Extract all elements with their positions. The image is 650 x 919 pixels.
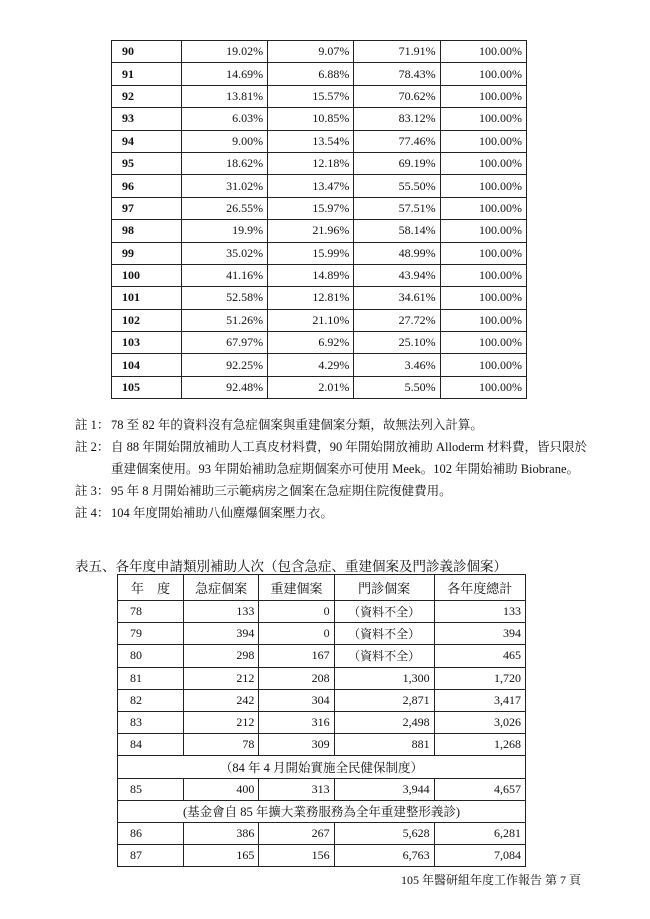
percent-cell: 15.97% [268, 197, 354, 219]
value-cell: 316 [259, 711, 334, 733]
percent-cell: 100.00% [440, 197, 526, 219]
year-cell: 92 [112, 85, 182, 107]
value-cell: 2,871 [334, 689, 434, 711]
notes-section [75, 414, 595, 524]
percent-cell: 67.97% [181, 332, 267, 354]
value-cell: 7,084 [434, 845, 525, 867]
note-row [118, 756, 526, 778]
year-cell: 79 [118, 623, 184, 645]
value-cell: 1,720 [434, 667, 525, 689]
value-cell: 4,657 [434, 778, 525, 800]
table-row [118, 601, 526, 623]
percent-cell: 92.48% [181, 376, 267, 398]
percent-cell: 100.00% [440, 242, 526, 264]
year-cell: 86 [118, 822, 184, 844]
value-cell: 400 [184, 778, 259, 800]
year-cell: 84 [118, 734, 184, 756]
percent-cell: 41.16% [181, 264, 267, 286]
value-cell: 304 [259, 689, 334, 711]
percent-cell: 100.00% [440, 85, 526, 107]
table-row [118, 734, 526, 756]
table-row [112, 376, 527, 398]
table-row [118, 822, 526, 844]
percent-cell: 15.99% [268, 242, 354, 264]
year-cell: 98 [112, 220, 182, 242]
percent-cell: 27.72% [354, 309, 440, 331]
percent-cell: 55.50% [354, 175, 440, 197]
percent-cell: 6.92% [268, 332, 354, 354]
percent-cell: 10.85% [268, 108, 354, 130]
percent-cell: 100.00% [440, 376, 526, 398]
year-cell: 93 [112, 108, 182, 130]
percent-cell: 25.10% [354, 332, 440, 354]
year-cell: 95 [112, 152, 182, 174]
table-row [112, 175, 527, 197]
percent-cell: 5.50% [354, 376, 440, 398]
value-cell: 208 [259, 667, 334, 689]
header-acute: 急症個案 [184, 575, 259, 601]
year-cell: 81 [118, 667, 184, 689]
percent-cell: 100.00% [440, 220, 526, 242]
value-cell: （資料不全） [334, 623, 434, 645]
percent-cell: 100.00% [440, 354, 526, 376]
percent-cell: 9.07% [268, 41, 354, 63]
header-total: 各年度總計 [434, 575, 525, 601]
value-cell: 386 [184, 822, 259, 844]
table-row [112, 130, 527, 152]
value-cell: 394 [184, 623, 259, 645]
year-cell: 90 [112, 41, 182, 63]
value-cell: 0 [259, 601, 334, 623]
percent-cell: 43.94% [354, 264, 440, 286]
percent-cell: 9.00% [181, 130, 267, 152]
percent-cell: 69.19% [354, 152, 440, 174]
percent-cell: 2.01% [268, 376, 354, 398]
table-row [118, 645, 526, 667]
year-cell: 94 [112, 130, 182, 152]
table-row [118, 778, 526, 800]
table-header-row [118, 575, 526, 601]
percent-cell: 100.00% [440, 108, 526, 130]
percent-cell: 13.47% [268, 175, 354, 197]
value-cell: （資料不全） [334, 645, 434, 667]
year-cell: 99 [112, 242, 182, 264]
year-cell: 96 [112, 175, 182, 197]
percent-cell: 78.43% [354, 63, 440, 85]
year-cell: 103 [112, 332, 182, 354]
year-cell: 80 [118, 645, 184, 667]
year-cell: 87 [118, 845, 184, 867]
header-reconstruction: 重建個案 [259, 575, 334, 601]
table-row [118, 689, 526, 711]
value-cell: 78 [184, 734, 259, 756]
value-cell: 2,498 [334, 711, 434, 733]
percent-cell: 34.61% [354, 287, 440, 309]
value-cell: 1,268 [434, 734, 525, 756]
table-row [112, 309, 527, 331]
value-cell: 167 [259, 645, 334, 667]
percent-cell: 100.00% [440, 152, 526, 174]
percent-cell: 15.57% [268, 85, 354, 107]
spanning-note: （84 年 4 月開始實施全民健保制度） [118, 756, 526, 778]
note-1 [75, 414, 595, 436]
percent-cell: 6.88% [268, 63, 354, 85]
note-3 [75, 480, 595, 502]
percent-cell: 100.00% [440, 264, 526, 286]
value-cell: 465 [434, 645, 525, 667]
value-cell: 1,300 [334, 667, 434, 689]
value-cell: 242 [184, 689, 259, 711]
table-row [112, 197, 527, 219]
page-footer: 105 年醫研組年度工作報告 第 7 頁 [401, 873, 582, 887]
table-row [112, 220, 527, 242]
percent-cell: 6.03% [181, 108, 267, 130]
table-row [112, 41, 527, 63]
value-cell: 133 [434, 601, 525, 623]
value-cell: 298 [184, 645, 259, 667]
value-cell: 3,944 [334, 778, 434, 800]
note-label: 註 3： [75, 484, 110, 498]
percent-cell: 13.81% [181, 85, 267, 107]
value-cell: （資料不全） [334, 601, 434, 623]
percent-cell: 21.96% [268, 220, 354, 242]
percent-cell: 18.62% [181, 152, 267, 174]
percent-cell: 12.18% [268, 152, 354, 174]
value-cell: 313 [259, 778, 334, 800]
table-row [112, 85, 527, 107]
percent-cell: 21.10% [268, 309, 354, 331]
note-text: 78 至 82 年的資料沒有急症個案與重建個案分類，故無法列入計算。 [111, 418, 483, 432]
percent-cell: 77.46% [354, 130, 440, 152]
table-row [112, 287, 527, 309]
value-cell: 133 [184, 601, 259, 623]
header-outpatient: 門診個案 [334, 575, 434, 601]
year-cell: 85 [118, 778, 184, 800]
note-label: 註 2： [75, 440, 110, 454]
percent-cell: 4.29% [268, 354, 354, 376]
percent-cell: 13.54% [268, 130, 354, 152]
percent-cell: 3.46% [354, 354, 440, 376]
table-row [112, 264, 527, 286]
year-cell: 101 [112, 287, 182, 309]
percent-cell: 12.81% [268, 287, 354, 309]
percent-cell: 51.26% [181, 309, 267, 331]
header-year: 年 度 [118, 575, 184, 601]
percent-cell: 48.99% [354, 242, 440, 264]
percent-cell: 35.02% [181, 242, 267, 264]
percent-cell: 70.62% [354, 85, 440, 107]
table-row [112, 354, 527, 376]
percent-cell: 71.91% [354, 41, 440, 63]
table-row [112, 152, 527, 174]
table-row [112, 63, 527, 85]
percent-cell: 100.00% [440, 175, 526, 197]
percent-cell: 14.69% [181, 63, 267, 85]
value-cell: 212 [184, 667, 259, 689]
yearly-cases-table [117, 574, 526, 867]
value-cell: 156 [259, 845, 334, 867]
percent-cell: 100.00% [440, 63, 526, 85]
value-cell: 3,417 [434, 689, 525, 711]
value-cell: 6,281 [434, 822, 525, 844]
note-text: 104 年度開始補助八仙塵爆個案壓力衣。 [111, 506, 333, 520]
percent-cell: 26.55% [181, 197, 267, 219]
year-cell: 83 [118, 711, 184, 733]
percent-cell: 58.14% [354, 220, 440, 242]
spanning-note: (基金會自 85 年擴大業務服務為全年重建整形義診) [118, 800, 526, 822]
percent-cell: 100.00% [440, 287, 526, 309]
value-cell: 5,628 [334, 822, 434, 844]
table-row [112, 108, 527, 130]
percent-cell: 14.89% [268, 264, 354, 286]
year-cell: 82 [118, 689, 184, 711]
table-row [118, 845, 526, 867]
value-cell: 309 [259, 734, 334, 756]
table-row [112, 242, 527, 264]
percent-cell: 92.25% [181, 354, 267, 376]
year-cell: 91 [112, 63, 182, 85]
value-cell: 165 [184, 845, 259, 867]
year-cell: 102 [112, 309, 182, 331]
note-label: 註 1： [75, 418, 110, 432]
percent-cell: 100.00% [440, 332, 526, 354]
percent-cell: 100.00% [440, 41, 526, 63]
value-cell: 6,763 [334, 845, 434, 867]
year-cell: 105 [112, 376, 182, 398]
value-cell: 3,026 [434, 711, 525, 733]
note-text: 自 88 年開始開放補助人工真皮材料費，90 年開始開放補助 Alloderm 材料費，皆只限於重建個案使用。93 年開始補助急症期個案亦可使用 Meek。102 年開始補助 Biobrane。 [111, 440, 588, 476]
year-cell: 104 [112, 354, 182, 376]
percent-cell: 100.00% [440, 309, 526, 331]
value-cell: 212 [184, 711, 259, 733]
table-row [118, 711, 526, 733]
value-cell: 0 [259, 623, 334, 645]
percent-cell: 83.12% [354, 108, 440, 130]
value-cell: 394 [434, 623, 525, 645]
year-cell: 97 [112, 197, 182, 219]
note-2 [75, 436, 595, 480]
table-row [118, 623, 526, 645]
percentage-table [111, 40, 527, 399]
year-cell: 78 [118, 601, 184, 623]
value-cell: 267 [259, 822, 334, 844]
table-row [118, 667, 526, 689]
note-label: 註 4： [75, 506, 110, 520]
year-cell: 100 [112, 264, 182, 286]
table-caption: 表五、各年度申請類別補助人次（包含急症、重建個案及門診義診個案） [75, 559, 507, 574]
percent-cell: 19.9% [181, 220, 267, 242]
percent-cell: 19.02% [181, 41, 267, 63]
percent-cell: 31.02% [181, 175, 267, 197]
table-row [112, 332, 527, 354]
percent-cell: 57.51% [354, 197, 440, 219]
note-row [118, 800, 526, 822]
value-cell: 881 [334, 734, 434, 756]
note-4 [75, 502, 595, 524]
percent-cell: 100.00% [440, 130, 526, 152]
note-text: 95 年 8 月開始補助三示範病房之個案在急症期住院復健費用。 [111, 484, 452, 498]
percent-cell: 52.58% [181, 287, 267, 309]
